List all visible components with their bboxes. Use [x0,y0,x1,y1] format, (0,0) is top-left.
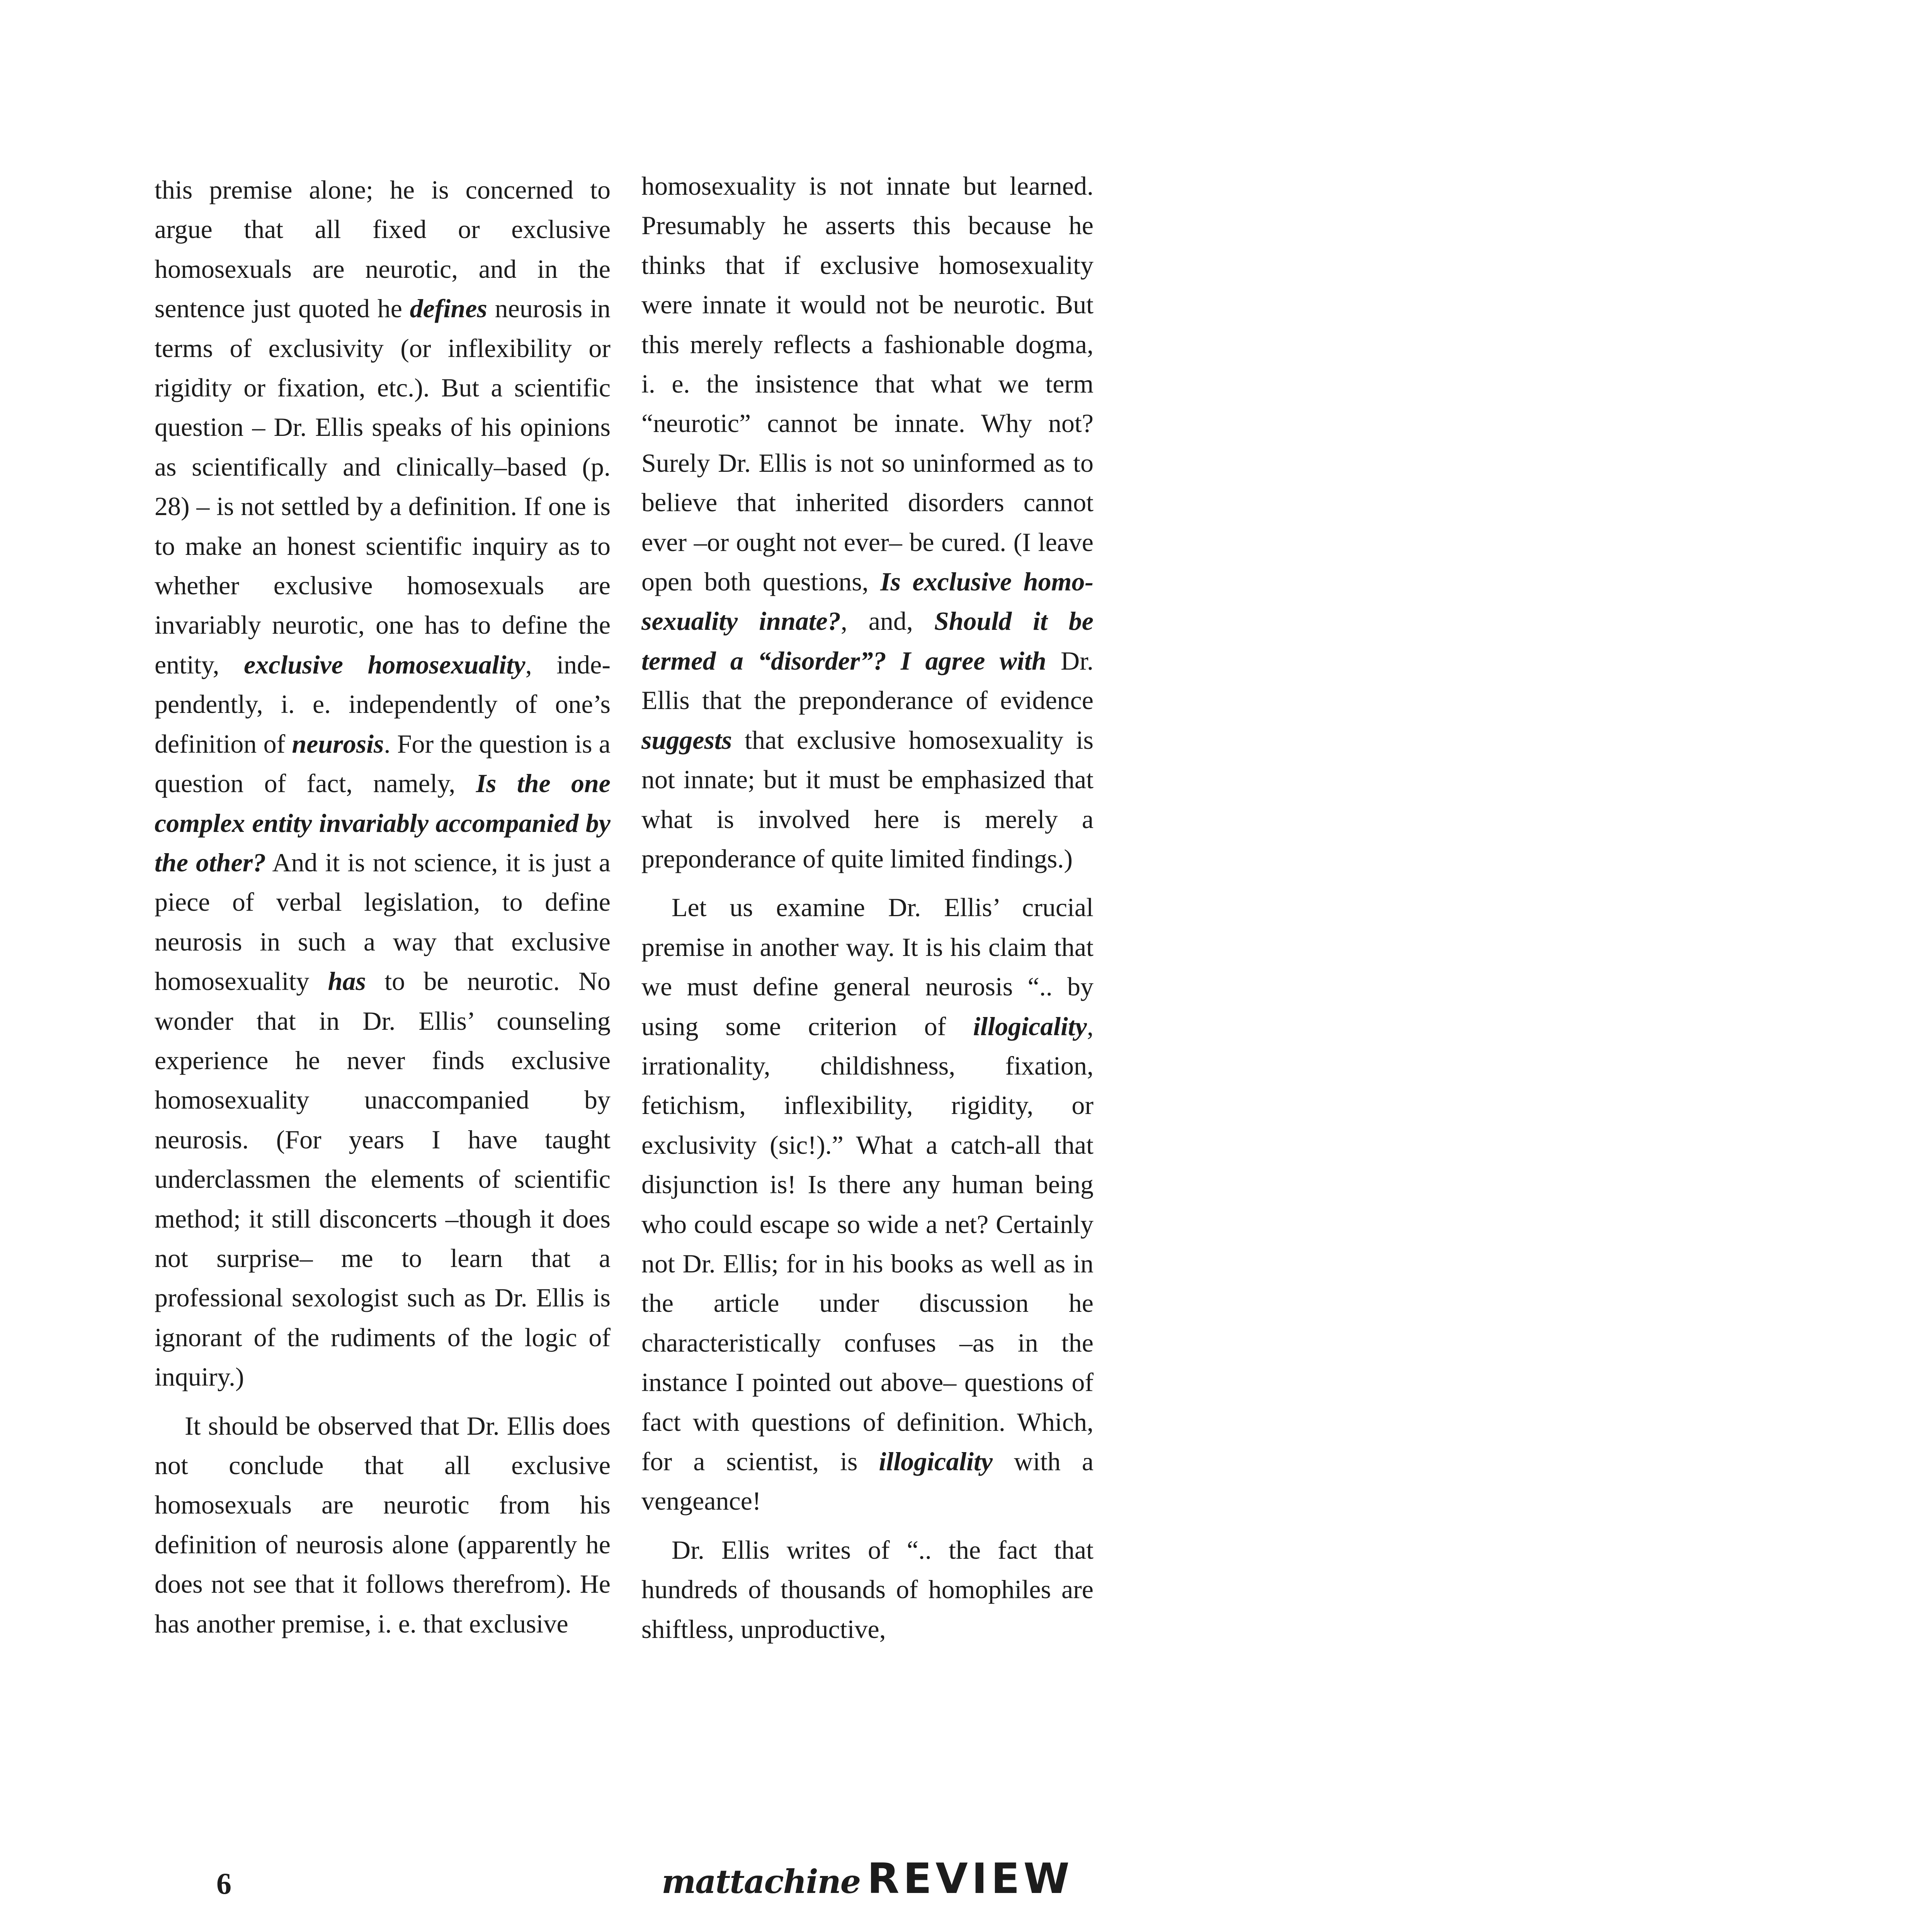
paragraph: It should be observed that Dr. Ellis does not conclude that all exclusive homosexuals are neurotic from his definition of neurosis alone (apparently he does not see that it follows therefrom). He has another premise, i. e. that exclusive [155,1411,611,1638]
emphasis: Is the one complex entity invariably accompanied by the other? [155,769,611,877]
right-page [1233,0,1932,1932]
left-page-column-1 [155,170,611,1653]
emphasis: illogicality [973,1011,1087,1041]
left-page-column-2 [641,166,1094,1658]
paragraph: Dr. Ellis writes of “.. the fact that hundreds of thousands of homophiles are shiftless, unproductive, [641,1535,1094,1644]
footer-logo-script: mattachine [662,1862,861,1901]
emphasis: defines [410,294,487,323]
emphasis: has [328,966,366,996]
running-footer [641,1855,1094,1903]
page-number: 6 [216,1867,231,1900]
paragraph: Let us examine Dr. Ellis’ crucial premise in another way. It is his claim that we must define general neurosis “.. by using some criterion of illogicality, irrationality, childishness, fixation, fetichism, inflexibility, rigidity, or exclusivity (sic!).” What a catch-all that disjunction is! Is there any human being who could escape so wide a net? Certainly not Dr. Ellis; for in his books as well as in the article under discussion he characteristically confuses –as in the instance I pointed out above– questions of fact with questions of definition. Which, for a scientist, is illogicality with a vengeance! [641,893,1094,1516]
emphasis: Is exclusive homosexuality innate? [641,567,1094,636]
emphasis: exclusive homosexuality [244,650,526,679]
emphasis: illogicality [879,1447,993,1476]
emphasis: suggests [641,725,732,755]
paragraph: homosexuality is not innate but learned. Presumably he asserts this because he thinks that if exclusive homosexuality were innate it would not be neurotic. But this merely reflects a fashionable dogma, i. e. the insistence that what we term “neurotic” cannot be innate. Why not? Surely Dr. Ellis is not so uninformed as to believe that inherited disorders cannot ever –or ought not ever– be cured. (I leave open both questions, Is exclusive homosexuality innate?, and, Should it be termed a “disorder”? I agree with Dr. Ellis that the preponderance of evidence suggests that exclusive homosexuality is not innate; but it must be emphasized that what is involved here is merely a preponderance of quite limited findings.) [641,171,1094,873]
paragraph: this premise alone; he is concerned to argue that all fixed or exclusive homosexuals are neurotic, and in the sentence just quoted he defines neurosis in terms of exclusivity (or inflexibility or rigidity or fixation, etc.). But a scientific question – Dr. Ellis speaks of his opinions as scientifically and clinically–based (p. 28) – is not settled by a definition. If one is to make an honest scientific inquiry as to whether exclusive homosexuals are invariably neurotic, one has to define the entity, exclusive homosexuality, independently, i. e. independently of one’s definition of neurosis. For the question is a question of fact, namely, Is the one complex entity invariably accompanied by the other? And it is not science, it is just a piece of verbal legislation, to define neurosis in such a way that exclusive homosexuality has to be neurotic. No wonder that in Dr. Ellis’ counseling experience he never finds exclusive homosexuality unaccompanied by neurosis. (For years I have taught underclassmen the elements of scientific method; it still disconcerts –though it does not surprise– me to learn that a professional sexologist such as Dr. Ellis is ignorant of the rudiments of the logic of inquiry.) [155,175,611,1392]
footer-title: REVIEW [867,1855,1073,1903]
emphasis: Should it be termed a “disorder”? I agree with [641,606,1094,675]
emphasis: neurosis [292,729,384,759]
